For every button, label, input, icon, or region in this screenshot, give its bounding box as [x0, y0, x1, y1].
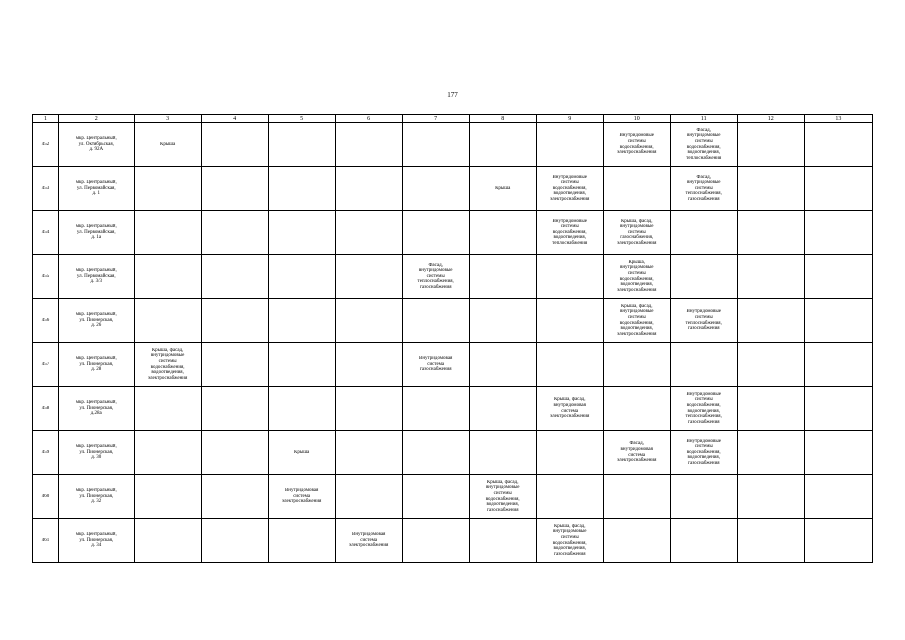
cell-text: 460 — [41, 493, 50, 499]
work-cell-col-7 — [402, 255, 469, 299]
work-cell-col-6 — [335, 123, 402, 167]
work-cell-col-12 — [737, 519, 804, 563]
row-number-cell — [33, 519, 59, 563]
table-row — [33, 519, 873, 563]
work-cell-col-9 — [536, 167, 603, 211]
cell-text: 461 — [41, 537, 50, 543]
work-cell-col-7 — [402, 123, 469, 167]
work-cell-col-12 — [737, 167, 804, 211]
work-cell-col-13 — [804, 299, 872, 343]
work-cell-col-3 — [134, 299, 201, 343]
table-row — [33, 167, 873, 211]
cell-text: Крыша, фасад, внутридомовая система электроснабжения — [550, 397, 590, 420]
work-cell-col-5 — [268, 211, 335, 255]
table-row — [33, 343, 873, 387]
table-row — [33, 211, 873, 255]
cell-text: 452 — [41, 141, 50, 147]
address-cell — [58, 123, 134, 167]
row-number-cell — [33, 431, 59, 475]
address-cell — [58, 387, 134, 431]
address-cell — [58, 431, 134, 475]
work-cell-col-9 — [536, 123, 603, 167]
work-cell-col-11 — [670, 123, 737, 167]
work-cell-col-9 — [536, 299, 603, 343]
cell-text: 454 — [41, 229, 50, 235]
column-header-3: 3 — [134, 115, 201, 123]
work-cell-col-12 — [737, 211, 804, 255]
work-cell-col-8 — [469, 519, 536, 563]
work-cell-col-3 — [134, 343, 201, 387]
work-cell-col-13 — [804, 255, 872, 299]
row-number-cell — [33, 475, 59, 519]
column-header-7: 7 — [402, 115, 469, 123]
work-cell-col-10 — [603, 387, 670, 431]
work-cell-col-12 — [737, 387, 804, 431]
work-cell-col-10 — [603, 475, 670, 519]
work-cell-col-3 — [134, 255, 201, 299]
address-cell — [58, 211, 134, 255]
cell-text: Крыша, фасад, внутридомовые системы водоснабжения, водоотведения, электроснабжения — [617, 303, 657, 337]
work-cell-col-8 — [469, 343, 536, 387]
work-cell-col-13 — [804, 387, 872, 431]
work-cell-col-3 — [134, 475, 201, 519]
work-cell-col-10 — [603, 211, 670, 255]
column-header-13: 13 — [804, 115, 872, 123]
work-cell-col-10 — [603, 123, 670, 167]
work-cell-col-6 — [335, 431, 402, 475]
work-cell-col-12 — [737, 343, 804, 387]
work-cell-col-4 — [201, 519, 268, 563]
work-cell-col-10 — [603, 519, 670, 563]
cell-text: Фасад, внутридомовые системы водоснабжения, водоотведения, теплоснабжения — [686, 127, 722, 161]
cell-text: мкр. Центральный, ул. Пионерская, д.28а — [75, 400, 117, 417]
column-header-2: 2 — [58, 115, 134, 123]
work-cell-col-11 — [670, 431, 737, 475]
work-cell-col-3 — [134, 519, 201, 563]
work-cell-col-9 — [536, 519, 603, 563]
work-cell-col-5 — [268, 255, 335, 299]
work-cell-col-5 — [268, 343, 335, 387]
work-cell-col-4 — [201, 387, 268, 431]
work-cell-col-9 — [536, 431, 603, 475]
row-number-cell — [33, 211, 59, 255]
work-cell-col-6 — [335, 299, 402, 343]
work-cell-col-6 — [335, 519, 402, 563]
table-row — [33, 123, 873, 167]
work-cell-col-8 — [469, 475, 536, 519]
work-cell-col-7 — [402, 387, 469, 431]
row-number-cell — [33, 343, 59, 387]
column-header-11: 11 — [670, 115, 737, 123]
work-cell-col-8 — [469, 299, 536, 343]
work-cell-col-4 — [201, 255, 268, 299]
cell-text: Внутридомовые системы водоснабжения, электроснабжения — [617, 133, 657, 156]
column-header-12: 12 — [737, 115, 804, 123]
cell-text: 458 — [41, 405, 50, 411]
page-number: 177 — [447, 91, 458, 99]
cell-text: мкр. Центральный, ул. Октябрьская, д. 92А — [75, 136, 117, 153]
work-cell-col-6 — [335, 475, 402, 519]
work-cell-col-7 — [402, 343, 469, 387]
work-cell-col-4 — [201, 123, 268, 167]
work-cell-col-13 — [804, 123, 872, 167]
work-cell-col-4 — [201, 299, 268, 343]
column-header-5: 5 — [268, 115, 335, 123]
work-cell-col-6 — [335, 211, 402, 255]
cell-text: 459 — [41, 449, 50, 455]
work-cell-col-6 — [335, 387, 402, 431]
address-cell — [58, 519, 134, 563]
address-cell — [58, 299, 134, 343]
work-cell-col-9 — [536, 387, 603, 431]
work-cell-col-8 — [469, 211, 536, 255]
repair-schedule-table — [32, 114, 873, 563]
table-row — [33, 387, 873, 431]
column-header-4: 4 — [201, 115, 268, 123]
work-cell-col-11 — [670, 387, 737, 431]
cell-text: мкр. Центральный, ул. Пионерская, д. 30 — [75, 444, 117, 461]
cell-text: Крыша, внутридомовые системы водоснабжения, водоотведения, электроснабжения — [617, 259, 657, 293]
table-row — [33, 431, 873, 475]
cell-text: Крыша — [294, 449, 310, 455]
work-cell-col-10 — [603, 299, 670, 343]
work-cell-col-11 — [670, 211, 737, 255]
address-cell — [58, 255, 134, 299]
cell-text: Крыша, фасад, внутридомовые системы водоснабжения, водоотведения, газоснабжения — [485, 479, 520, 513]
work-cell-col-7 — [402, 431, 469, 475]
table-row — [33, 299, 873, 343]
cell-text: мкр. Центральный, ул. Пионерская, д. 26 — [75, 312, 117, 329]
header-row — [33, 115, 873, 123]
cell-text: мкр. Центральный, ул. Первомайская, д. 3/3 — [75, 268, 117, 285]
work-cell-col-12 — [737, 299, 804, 343]
cell-text: Крыша, фасад, внутридомовые системы газоснабжения, электроснабжения — [617, 218, 657, 246]
work-cell-col-9 — [536, 475, 603, 519]
cell-text: мкр. Центральный, ул. Первомайская, д. 1 — [75, 180, 117, 197]
work-cell-col-4 — [201, 167, 268, 211]
work-cell-col-11 — [670, 343, 737, 387]
cell-text: Крыша, фасад, внутридомовые системы водоснабжения, водоотведения, электроснабжения — [147, 347, 188, 381]
work-cell-col-10 — [603, 343, 670, 387]
row-number-cell — [33, 299, 59, 343]
cell-text: мкр. Центральный, ул. Первомайская, д. 1а — [75, 224, 117, 241]
work-cell-col-6 — [335, 167, 402, 211]
column-header-10: 10 — [603, 115, 670, 123]
work-cell-col-11 — [670, 475, 737, 519]
cell-text: Внутридомовая система газоснабжения — [419, 356, 453, 373]
work-cell-col-8 — [469, 167, 536, 211]
work-cell-col-6 — [335, 343, 402, 387]
work-cell-col-10 — [603, 167, 670, 211]
address-cell — [58, 475, 134, 519]
work-cell-col-11 — [670, 519, 737, 563]
work-cell-col-8 — [469, 431, 536, 475]
cell-text: Внутридомовая система электроснабжения — [349, 532, 389, 549]
row-number-cell — [33, 123, 59, 167]
work-cell-col-11 — [670, 167, 737, 211]
cell-text: Внутридомовая система электроснабжения — [282, 488, 322, 505]
cell-text: Крыша — [159, 141, 176, 147]
work-cell-col-13 — [804, 211, 872, 255]
row-number-cell — [33, 387, 59, 431]
cell-text: Фасад, внутридомовая система электроснабжения — [617, 441, 657, 464]
work-cell-col-4 — [201, 343, 268, 387]
column-header-6: 6 — [335, 115, 402, 123]
cell-text: мкр. Центральный, ул. Пионерская, д. 28 — [75, 356, 117, 373]
cell-text: 456 — [41, 317, 50, 323]
table-row — [33, 255, 873, 299]
table-body — [33, 123, 873, 563]
work-cell-col-3 — [134, 123, 201, 167]
work-cell-col-9 — [536, 343, 603, 387]
cell-text: 453 — [41, 185, 50, 191]
cell-text: Внутридомовые системы водоснабжения, водоотведения, электроснабжения — [550, 174, 590, 202]
work-cell-col-11 — [670, 255, 737, 299]
table-row — [33, 475, 873, 519]
work-cell-col-8 — [469, 387, 536, 431]
cell-text: Внутридомовые системы водоснабжения, водоотведения, теплоснабжения — [552, 218, 588, 246]
work-cell-col-5 — [268, 123, 335, 167]
work-cell-col-6 — [335, 255, 402, 299]
work-cell-col-8 — [469, 255, 536, 299]
work-cell-col-4 — [201, 211, 268, 255]
cell-text: Крыша, фасад, внутридомовые системы водоснабжения, водоотведения, газоснабжения — [552, 523, 587, 557]
address-cell — [58, 343, 134, 387]
work-cell-col-4 — [201, 475, 268, 519]
work-cell-col-5 — [268, 475, 335, 519]
cell-text: Внутридомовые системы водоснабжения, водоотведения, газоснабжения — [686, 438, 721, 466]
work-cell-col-12 — [737, 431, 804, 475]
work-cell-col-7 — [402, 519, 469, 563]
work-cell-col-5 — [268, 519, 335, 563]
cell-text: мкр. Центральный, ул. Пионерская, д. 32 — [75, 488, 117, 505]
work-cell-col-3 — [134, 211, 201, 255]
work-cell-col-3 — [134, 387, 201, 431]
cell-text: Фасад, внутридомовые системы теплоснабжения, газоснабжения — [685, 174, 722, 202]
column-header-9: 9 — [536, 115, 603, 123]
work-cell-col-7 — [402, 299, 469, 343]
cell-text: мкр. Центральный, ул. Пионерская, д. 34 — [75, 532, 117, 549]
work-cell-col-13 — [804, 167, 872, 211]
work-cell-col-7 — [402, 167, 469, 211]
work-cell-col-12 — [737, 123, 804, 167]
work-cell-col-5 — [268, 167, 335, 211]
work-cell-col-13 — [804, 431, 872, 475]
column-header-8: 8 — [469, 115, 536, 123]
work-cell-col-12 — [737, 475, 804, 519]
work-cell-col-8 — [469, 123, 536, 167]
cell-text: Внутридомовые системы водоснабжения, водоотведения, теплоснабжения, газоснабжения — [685, 391, 722, 425]
cell-text: Фасад, внутридомовые системы теплоснабжения, газоснабжения — [417, 262, 454, 290]
work-cell-col-13 — [804, 343, 872, 387]
row-number-cell — [33, 255, 59, 299]
column-header-1: 1 — [33, 115, 59, 123]
work-cell-col-7 — [402, 211, 469, 255]
row-number-cell — [33, 167, 59, 211]
address-cell — [58, 167, 134, 211]
work-cell-col-7 — [402, 475, 469, 519]
work-cell-col-10 — [603, 255, 670, 299]
work-cell-col-5 — [268, 299, 335, 343]
work-cell-col-4 — [201, 431, 268, 475]
work-cell-col-5 — [268, 387, 335, 431]
cell-text: Внутридомовые системы теплоснабжения, газоснабжения — [685, 309, 722, 332]
work-cell-col-13 — [804, 475, 872, 519]
cell-text: Крыша — [495, 185, 511, 191]
work-cell-col-5 — [268, 431, 335, 475]
work-cell-col-10 — [603, 431, 670, 475]
cell-text: 457 — [41, 361, 50, 367]
work-cell-col-11 — [670, 299, 737, 343]
work-cell-col-3 — [134, 167, 201, 211]
work-cell-col-9 — [536, 211, 603, 255]
work-cell-col-12 — [737, 255, 804, 299]
work-cell-col-3 — [134, 431, 201, 475]
work-cell-col-9 — [536, 255, 603, 299]
cell-text: 455 — [41, 273, 50, 279]
work-cell-col-13 — [804, 519, 872, 563]
